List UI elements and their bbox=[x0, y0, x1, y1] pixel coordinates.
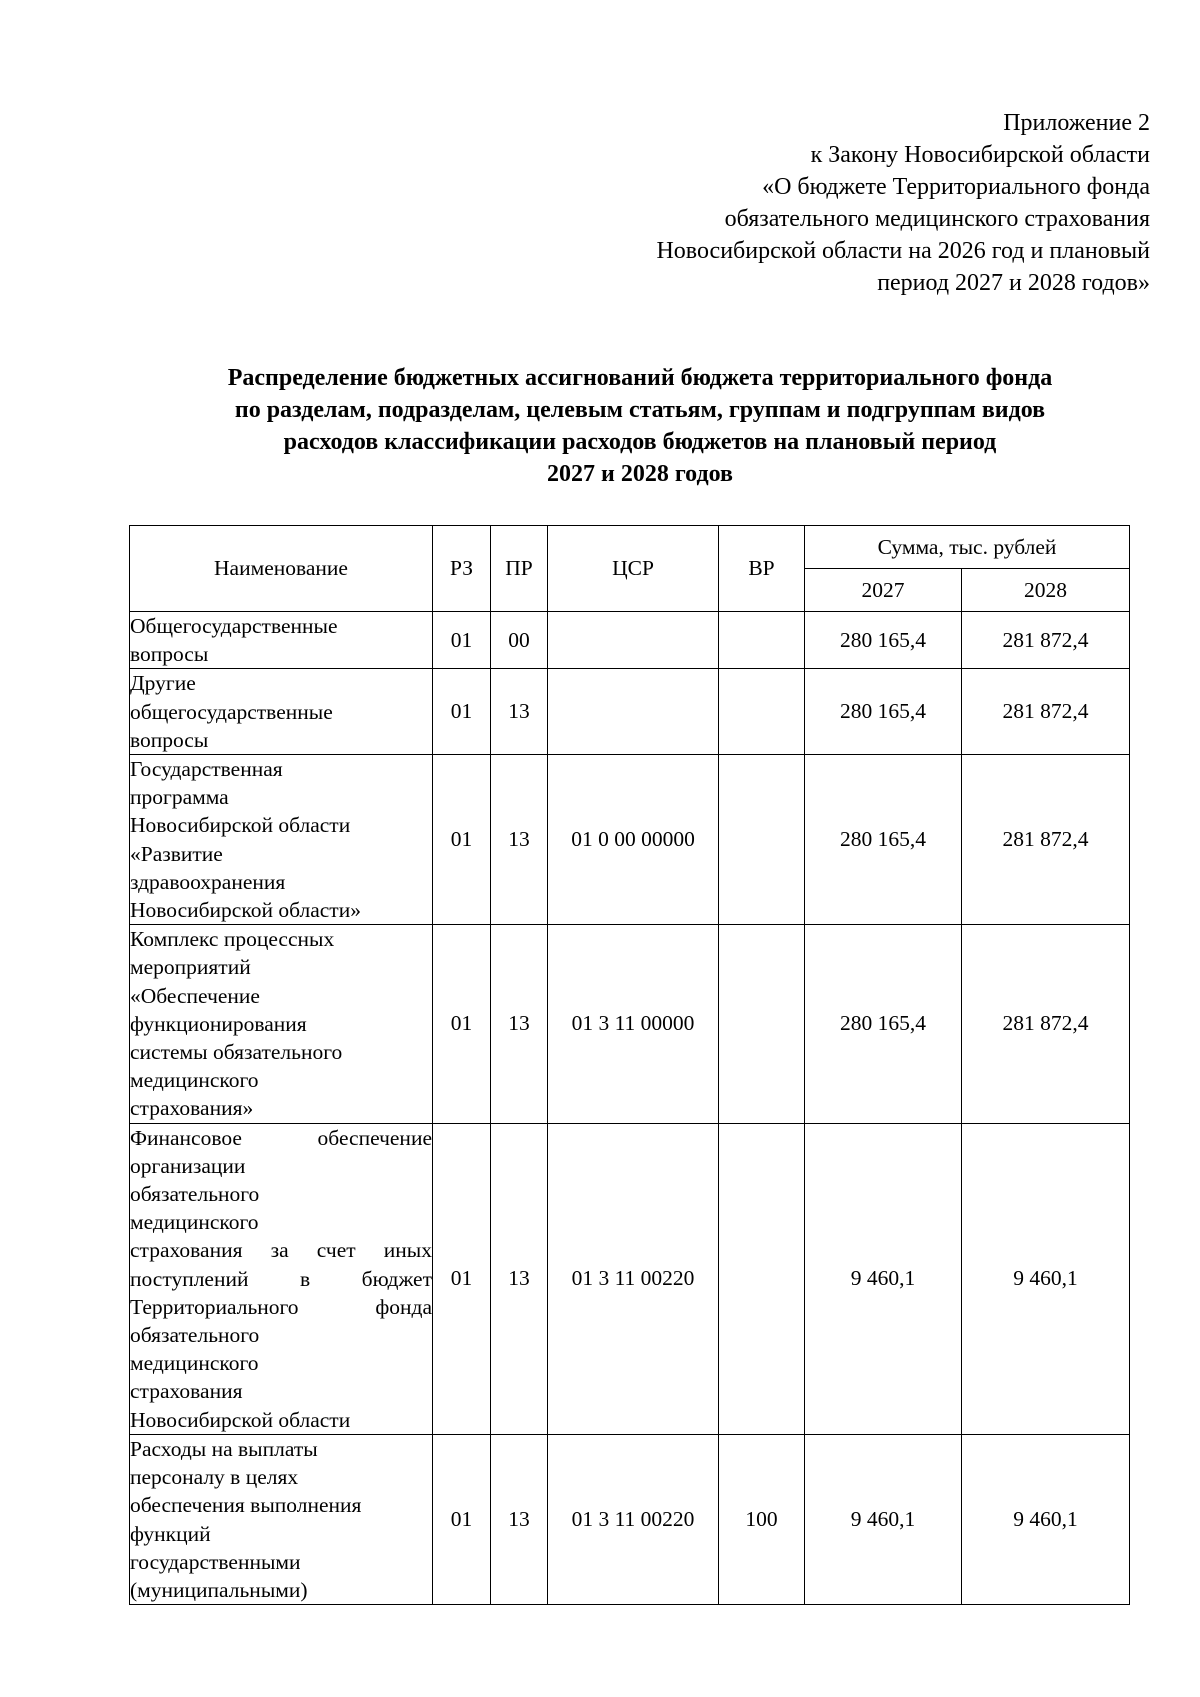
cell-y2: 9 460,1 bbox=[962, 1123, 1130, 1434]
cell-vr bbox=[719, 755, 805, 925]
cell-y2: 281 872,4 bbox=[962, 755, 1130, 925]
cell-rz: 01 bbox=[433, 612, 491, 669]
budget-table bbox=[129, 525, 1130, 1605]
header-name: Наименование bbox=[130, 526, 433, 612]
cell-name-line: функционирования bbox=[130, 1011, 307, 1036]
cell-name-line: «Обеспечение bbox=[130, 983, 260, 1008]
cell-y2: 9 460,1 bbox=[962, 1434, 1130, 1604]
cell-y1: 280 165,4 bbox=[805, 755, 962, 925]
cell-name-line: Новосибирской области bbox=[130, 1407, 351, 1432]
cell-name-line: Государственная bbox=[130, 757, 283, 782]
cell-name-line: Другие bbox=[130, 671, 196, 696]
cell-name-line: Территориального фонда bbox=[130, 1294, 432, 1319]
cell-name-line: здравоохранения bbox=[130, 869, 286, 894]
table-row bbox=[130, 612, 1130, 669]
header-pr: ПР bbox=[491, 526, 548, 612]
cell-name-line: медицинского bbox=[130, 1351, 259, 1376]
table-row bbox=[130, 925, 1130, 1123]
table-row bbox=[130, 1123, 1130, 1434]
cell-pr: 13 bbox=[491, 755, 548, 925]
cell-name-line: вопросы bbox=[130, 642, 209, 667]
cell-name-line: Комплекс процессных bbox=[130, 927, 335, 952]
header-vr: ВР bbox=[719, 526, 805, 612]
cell-name-line: «Развитие bbox=[130, 841, 223, 866]
cell-name-line: (муниципальными) bbox=[130, 1577, 308, 1602]
cell-pr: 00 bbox=[491, 612, 548, 669]
cell-rz: 01 bbox=[433, 669, 491, 755]
cell-y1: 9 460,1 bbox=[805, 1434, 962, 1604]
cell-name-line: вопросы bbox=[130, 727, 209, 752]
cell-name-line: обязательного bbox=[130, 1182, 260, 1207]
cell-y1: 280 165,4 bbox=[805, 925, 962, 1123]
cell-name-line: государственными bbox=[130, 1549, 301, 1574]
cell-name-line: обязательного bbox=[130, 1323, 260, 1348]
cell-csr bbox=[548, 612, 719, 669]
appendix-line: Новосибирской области на 2026 год и плановый bbox=[656, 238, 1150, 264]
appendix-line: к Закону Новосибирской области bbox=[810, 142, 1150, 168]
cell-name bbox=[130, 1434, 433, 1604]
cell-name-line: системы обязательного bbox=[130, 1040, 343, 1065]
table-row bbox=[130, 1434, 1130, 1604]
cell-csr: 01 3 11 00220 bbox=[548, 1123, 719, 1434]
cell-y1: 280 165,4 bbox=[805, 669, 962, 755]
cell-csr: 01 3 11 00220 bbox=[548, 1434, 719, 1604]
document-title bbox=[140, 362, 1140, 490]
appendix-line: период 2027 и 2028 годов» bbox=[877, 270, 1150, 296]
cell-y2: 281 872,4 bbox=[962, 925, 1130, 1123]
title-line: по разделам, подразделам, целевым статьям, группам и подгруппам видов bbox=[234, 397, 1046, 423]
header-year-2027: 2027 bbox=[805, 569, 962, 612]
table-row bbox=[130, 669, 1130, 755]
cell-name-line: мероприятий bbox=[130, 955, 251, 980]
cell-rz: 01 bbox=[433, 1123, 491, 1434]
cell-name-line: Новосибирской области bbox=[130, 813, 351, 838]
cell-y1: 280 165,4 bbox=[805, 612, 962, 669]
cell-name-line: персоналу в целях bbox=[130, 1465, 299, 1490]
cell-y1: 9 460,1 bbox=[805, 1123, 962, 1434]
cell-rz: 01 bbox=[433, 925, 491, 1123]
header-sum: Сумма, тыс. рублей bbox=[805, 526, 1130, 569]
cell-name-line: поступлений в бюджет bbox=[130, 1266, 432, 1291]
cell-name-line: страхования за счет иных bbox=[130, 1238, 432, 1263]
cell-y2: 281 872,4 bbox=[962, 612, 1130, 669]
cell-name-line: Расходы на выплаты bbox=[130, 1436, 318, 1461]
cell-name bbox=[130, 755, 433, 925]
cell-name-line: организации bbox=[130, 1153, 246, 1178]
cell-csr: 01 3 11 00000 bbox=[548, 925, 719, 1123]
appendix-block bbox=[450, 107, 1150, 299]
title-line: 2027 и 2028 годов bbox=[547, 461, 733, 487]
cell-pr: 13 bbox=[491, 1434, 548, 1604]
cell-name bbox=[130, 669, 433, 755]
table-row bbox=[130, 755, 1130, 925]
title-line: Распределение бюджетных ассигнований бюджета территориального фонда bbox=[227, 365, 1053, 391]
cell-name-line: общегосударственные bbox=[130, 699, 333, 724]
cell-y2: 281 872,4 bbox=[962, 669, 1130, 755]
appendix-line: «О бюджете Территориального фонда bbox=[762, 174, 1150, 200]
cell-name bbox=[130, 612, 433, 669]
cell-name-line: страхования bbox=[130, 1379, 243, 1404]
title-line: расходов классификации расходов бюджетов на плановый период bbox=[283, 429, 997, 455]
appendix-line: обязательного медицинского страхования bbox=[724, 206, 1150, 232]
header-rz: РЗ bbox=[433, 526, 491, 612]
cell-pr: 13 bbox=[491, 669, 548, 755]
cell-csr: 01 0 00 00000 bbox=[548, 755, 719, 925]
cell-name-line: медицинского bbox=[130, 1068, 259, 1093]
cell-pr: 13 bbox=[491, 925, 548, 1123]
table-body bbox=[130, 612, 1130, 1605]
cell-name-line: функций bbox=[130, 1521, 211, 1546]
cell-name-line: Новосибирской области» bbox=[130, 898, 361, 923]
cell-name-line: программа bbox=[130, 785, 229, 810]
cell-rz: 01 bbox=[433, 755, 491, 925]
cell-name-line: Общегосударственные bbox=[130, 614, 338, 638]
header-csr: ЦСР bbox=[548, 526, 719, 612]
cell-name-line: страхования» bbox=[130, 1096, 254, 1121]
appendix-line: Приложение 2 bbox=[1003, 110, 1150, 136]
header-year-2028: 2028 bbox=[962, 569, 1130, 612]
cell-vr bbox=[719, 1123, 805, 1434]
cell-name-line: обеспечения выполнения bbox=[130, 1493, 362, 1518]
cell-vr bbox=[719, 925, 805, 1123]
cell-vr bbox=[719, 612, 805, 669]
cell-name-line: Финансовое обеспечение bbox=[130, 1125, 432, 1150]
cell-name-line: медицинского bbox=[130, 1210, 259, 1235]
cell-pr: 13 bbox=[491, 1123, 548, 1434]
cell-rz: 01 bbox=[433, 1434, 491, 1604]
cell-vr bbox=[719, 669, 805, 755]
cell-vr: 100 bbox=[719, 1434, 805, 1604]
cell-name bbox=[130, 1123, 433, 1434]
cell-csr bbox=[548, 669, 719, 755]
cell-name bbox=[130, 925, 433, 1123]
